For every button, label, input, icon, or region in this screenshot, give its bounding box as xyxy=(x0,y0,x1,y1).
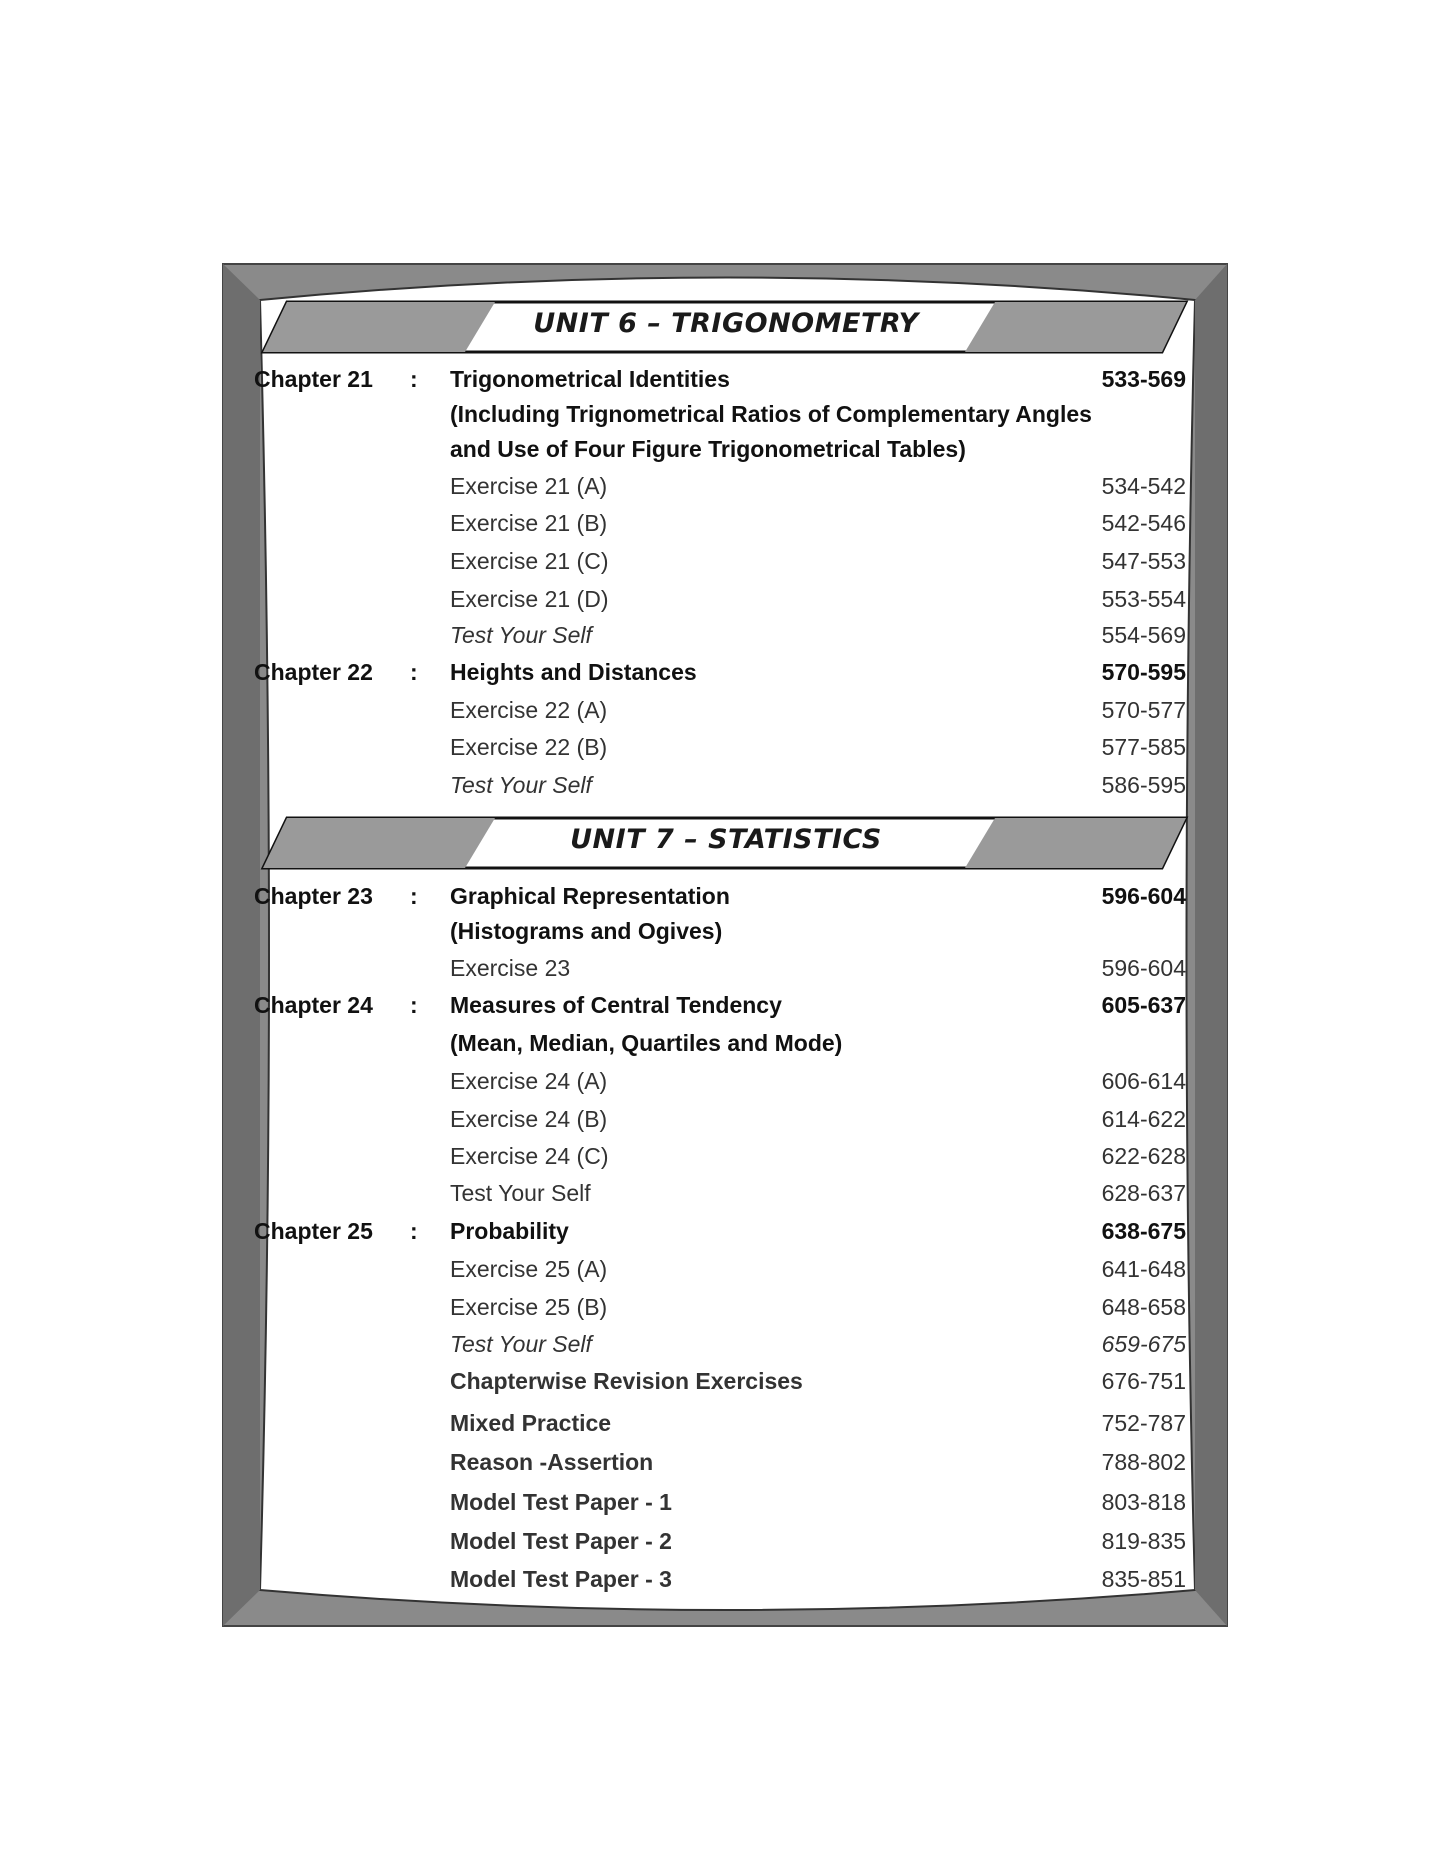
page-range: 534-542 xyxy=(1101,473,1186,499)
toc-entry xyxy=(254,1066,1186,1096)
entry-title: Exercise 24 (B) xyxy=(450,1106,608,1132)
page-range: 819-835 xyxy=(1101,1528,1186,1554)
toc-chapter-21 xyxy=(254,364,1186,394)
toc-entry xyxy=(254,1447,1186,1477)
chapter-title: Trigonometrical Identities xyxy=(450,366,730,392)
toc-entry xyxy=(254,1178,1186,1208)
entry-title: Exercise 21 (C) xyxy=(450,548,609,574)
entry-title: Test Your Self xyxy=(450,1331,592,1357)
chapter-title: Heights and Distances xyxy=(450,659,697,685)
toc-entry xyxy=(254,1526,1186,1556)
chapter-number: Chapter 25 xyxy=(254,1218,373,1244)
chapter-title: Probability xyxy=(450,1218,569,1244)
page-range: 638-675 xyxy=(1101,1218,1186,1244)
entry-title: Exercise 23 xyxy=(450,955,571,981)
page-range: 570-595 xyxy=(1101,659,1186,685)
separator: : xyxy=(410,366,418,392)
page-range: 596-604 xyxy=(1101,955,1186,981)
chapter-title: Measures of Central Tendency xyxy=(450,992,782,1018)
page-range: 606-614 xyxy=(1101,1068,1186,1094)
toc-entry xyxy=(254,953,1186,983)
separator: : xyxy=(410,659,418,685)
entry-title: Chapterwise Revision Exercises xyxy=(450,1368,803,1394)
page-range: 676-751 xyxy=(1101,1368,1186,1394)
page-range: 622-628 xyxy=(1101,1143,1186,1169)
toc-chapter-subtitle xyxy=(254,399,1186,429)
entry-title: Mixed Practice xyxy=(450,1410,612,1436)
chapter-number: Chapter 22 xyxy=(254,659,373,685)
toc-entry xyxy=(254,471,1186,501)
chapter-subtitle: (Histograms and Ogives) xyxy=(450,918,723,944)
page-range: 547-553 xyxy=(1101,548,1186,574)
toc-entry xyxy=(254,546,1186,576)
toc-chapter-subtitle xyxy=(254,1028,1186,1058)
toc-entry xyxy=(254,584,1186,614)
entry-title: Reason -Assertion xyxy=(450,1449,654,1475)
chapter-number: Chapter 24 xyxy=(254,992,373,1018)
unit7-title: UNIT 7 – STATISTICS xyxy=(570,824,882,855)
page-range: 614-622 xyxy=(1101,1106,1186,1132)
toc-chapter-23 xyxy=(254,881,1186,911)
toc-entry xyxy=(254,1104,1186,1134)
toc-entry xyxy=(254,508,1186,538)
toc-chapter-subtitle xyxy=(254,434,1186,464)
toc-entry xyxy=(254,1254,1186,1284)
entry-title: Test Your Self xyxy=(450,622,592,648)
chapter-number: Chapter 23 xyxy=(254,883,373,909)
page-range: 533-569 xyxy=(1101,366,1186,392)
page-range: 570-577 xyxy=(1101,697,1186,723)
toc-entry xyxy=(254,620,1186,650)
page-range: 641-648 xyxy=(1101,1256,1186,1282)
toc-chapter-24 xyxy=(254,990,1186,1020)
page-range: 803-818 xyxy=(1101,1489,1186,1515)
page-range: 648-658 xyxy=(1101,1294,1186,1320)
toc-entry xyxy=(254,732,1186,762)
entry-title: Exercise 21 (D) xyxy=(450,586,609,612)
separator: : xyxy=(410,1218,418,1244)
page-range: 554-569 xyxy=(1101,622,1186,648)
page-range: 553-554 xyxy=(1101,586,1186,612)
page-range: 577-585 xyxy=(1101,734,1186,760)
chapter-subtitle: (Mean, Median, Quartiles and Mode) xyxy=(450,1030,843,1056)
toc-entry xyxy=(254,695,1186,725)
unit6-title: UNIT 6 – TRIGONOMETRY xyxy=(533,308,919,339)
entry-title: Exercise 22 (B) xyxy=(450,734,608,760)
page-range: 628-637 xyxy=(1101,1180,1186,1206)
entry-title: Exercise 25 (A) xyxy=(450,1256,608,1282)
toc-entry xyxy=(254,1329,1186,1359)
entry-title: Exercise 21 (B) xyxy=(450,510,608,536)
toc-entry xyxy=(254,1408,1186,1438)
entry-title: Exercise 21 (A) xyxy=(450,473,608,499)
chapter-number: Chapter 21 xyxy=(254,366,373,392)
entry-title: Exercise 24 (C) xyxy=(450,1143,609,1169)
page-range: 752-787 xyxy=(1101,1410,1186,1436)
toc-entry xyxy=(254,770,1186,800)
separator: : xyxy=(410,992,418,1018)
entry-title: Test Your Self xyxy=(450,772,592,798)
entry-title: Test Your Self xyxy=(450,1180,591,1206)
toc-chapter-subtitle xyxy=(254,916,1186,946)
toc-entry xyxy=(254,1292,1186,1322)
entry-title: Exercise 22 (A) xyxy=(450,697,608,723)
toc-entry xyxy=(254,1564,1186,1594)
page-range: 596-604 xyxy=(1101,883,1186,909)
toc-entry xyxy=(254,1141,1186,1171)
entry-title: Model Test Paper - 2 xyxy=(450,1528,672,1554)
entry-title: Exercise 24 (A) xyxy=(450,1068,608,1094)
toc-chapter-22 xyxy=(254,657,1186,687)
toc-entry xyxy=(254,1366,1186,1396)
page-range: 605-637 xyxy=(1101,992,1186,1018)
page-range: 586-595 xyxy=(1101,772,1186,798)
chapter-title: Graphical Representation xyxy=(450,883,730,909)
chapter-subtitle: (Including Trignometrical Ratios of Complementary Angles xyxy=(450,401,1092,427)
page-range: 542-546 xyxy=(1101,510,1186,536)
entry-title: Exercise 25 (B) xyxy=(450,1294,608,1320)
separator: : xyxy=(410,883,418,909)
entry-title: Model Test Paper - 1 xyxy=(450,1489,672,1515)
entry-title: Model Test Paper - 3 xyxy=(450,1566,672,1592)
toc-entry xyxy=(254,1487,1186,1517)
toc-chapter-25 xyxy=(254,1216,1186,1246)
page-range: 788-802 xyxy=(1101,1449,1186,1475)
chapter-subtitle: and Use of Four Figure Trigonometrical Tables) xyxy=(450,436,966,462)
page-range: 835-851 xyxy=(1101,1566,1186,1592)
page-range: 659-675 xyxy=(1101,1331,1186,1357)
